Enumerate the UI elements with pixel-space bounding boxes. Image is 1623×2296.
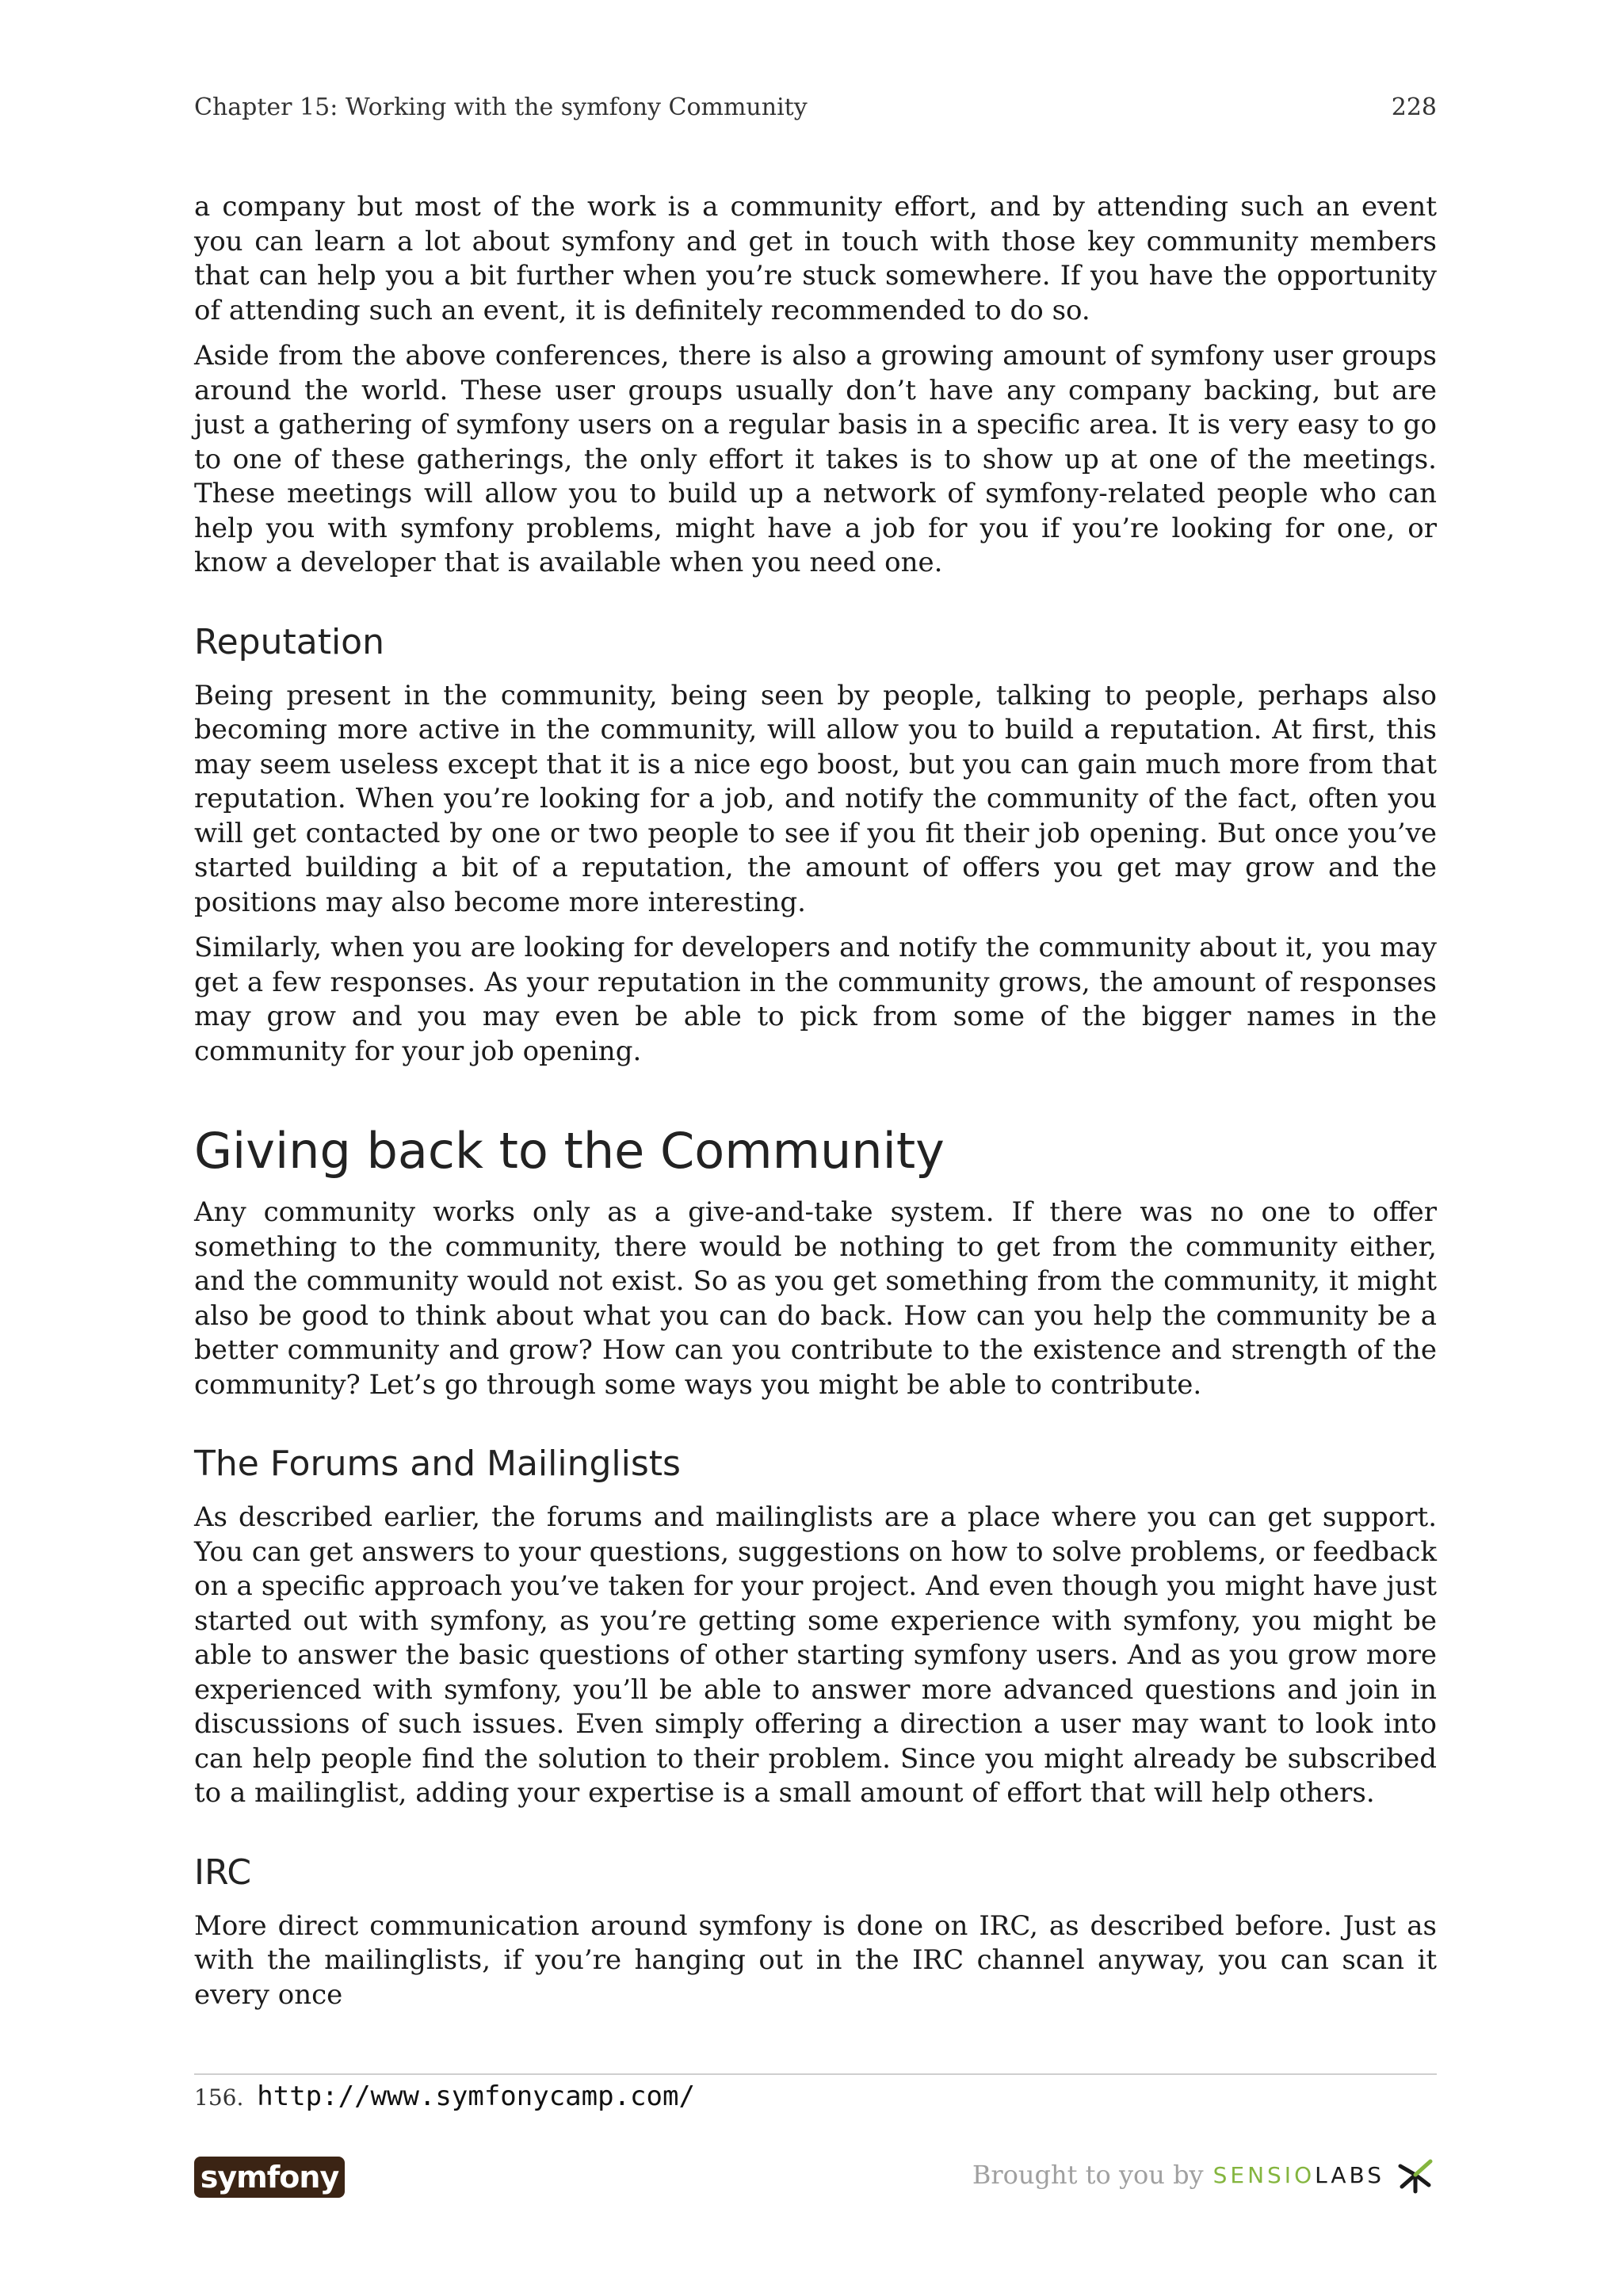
paragraph: a company but most of the work is a community effort, and by attending such an event you can learn a lot about symfony and get in touch with those key community members that can help you a bit further when you’re stuck somewhere. If you have the opportunity of attending such an event, it is definitely recommended to do so. (194, 191, 1437, 326)
section-heading-giving-back: Giving back to the Community (194, 1122, 945, 1180)
sensiolabs-star-icon (1394, 2155, 1437, 2195)
paragraph: Similarly, when you are looking for developers and notify the community about it, you may get a few responses. As your reputation in the community grows, the amount of responses may grow and you may even be able to pick from some of the bigger names in the community for your job opening. (194, 932, 1437, 1067)
section-heading-forums: The Forums and Mailinglists (194, 1444, 681, 1484)
page-header (194, 93, 1437, 121)
section-heading-reputation: Reputation (194, 621, 384, 662)
section-heading-irc: IRC (194, 1852, 252, 1893)
page-content (194, 190, 1437, 2023)
page-number: 228 (1391, 93, 1437, 121)
labs-text: LABS (1315, 2161, 1384, 2188)
paragraph: Aside from the above conferences, there is also a growing amount of symfony user groups around the world. These user groups usually don’t have any company backing, but are just a gathering of symfony users on a regular basis in a specific area. It is very easy to go to one of these gatherings, the only effort it takes is to show up at one of the meetings. These meetings will allow you to build up a network of symfony-related people who can help you with symfony problems, might have a job for you if you’re looking for one, or know a developer that is available when you need one. (194, 340, 1437, 578)
paragraph: As described earlier, the forums and mailinglists are a place where you can get support. You can get answers to your questions, suggestions on how to solve problems, or feedback on a specific approach you’ve taken for your project. And even though you might have just started out with symfony, as you’re getting some experience with symfony, you might be able to answer the basic questions of other starting symfony users. And as you grow more experienced with symfony, you’ll be able to answer more advanced questions and join in discussions of such issues. Even simply offering a direction a user may want to look into can help people find the solution to their problem. Since you might already be subscribed to a mailinglist, adding your expertise is a small amount of effort that will help others. (194, 1501, 1437, 1809)
chapter-title: Chapter 15: Working with the symfony Community (194, 93, 808, 121)
brought-by-text: Brought to you by (972, 2160, 1204, 2190)
sensio-text: SENSIO (1212, 2161, 1316, 2188)
symfony-logo-text: symfony (200, 2160, 339, 2195)
footnote (194, 2081, 695, 2112)
symfony-logo (194, 2157, 345, 2198)
footer-brand (972, 2155, 1437, 2195)
paragraph: Any community works only as a give-and-take system. If there was no one to offer something to the community, there would be nothing to get from the community either, and the community would not exist. So as you get something from the community, it might also be good to think about what you can do back. How can you help the community be a better community and grow? How can you contribute to the existence and strength of the community? Let’s go through some ways you might be able to contribute. (194, 1196, 1437, 1401)
paragraph: Being present in the community, being seen by people, talking to people, perhaps also becoming more active in the community, will allow you to build a reputation. At first, this may seem useless except that it is a nice ego boost, but you can gain much more from that reputation. When you’re looking for a job, and notify the community of the fact, often you will get contacted by one or two people to see if you fit their job opening. But once you’ve started building a bit of a reputation, the amount of offers you get may grow and the positions may also become more interesting. (194, 679, 1437, 918)
paragraph: More direct communication around symfony is done on IRC, as described before. Just as with the mailinglists, if you’re hanging out in the IRC channel anyway, you can scan it every once (194, 1909, 1437, 2011)
footnote-number: 156. (194, 2084, 244, 2111)
footnote-link[interactable]: http://www.symfonycamp.com/ (257, 2081, 695, 2112)
footnote-divider (194, 2073, 1437, 2075)
sensiolabs-logo (1213, 2162, 1384, 2188)
